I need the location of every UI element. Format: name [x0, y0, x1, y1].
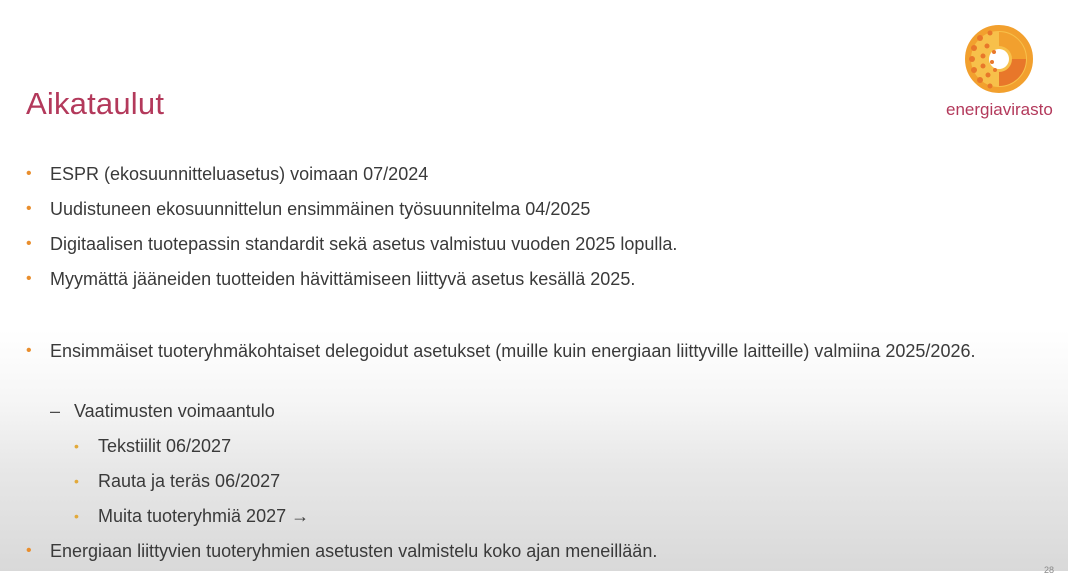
list-item-text: ESPR (ekosuunnitteluasetus) voimaan 07/2024: [50, 164, 429, 184]
bullet-marker: •: [26, 342, 32, 359]
list-item-text: Tekstiilit 06/2027: [98, 436, 232, 456]
sun-logo-icon: [964, 24, 1034, 94]
bullet-marker: •: [74, 438, 79, 454]
energiavirasto-logo: [940, 24, 1064, 124]
bullet-marker: •: [26, 542, 32, 559]
list-item-text: Uudistuneen ekosuunnittelun ensimmäinen työsuunnitelma 04/2025: [50, 199, 591, 219]
bullet-marker: •: [26, 270, 32, 287]
list-item-text: Digitaalisen tuotepassin standardit sekä asetus valmistuu vuoden 2025 lopulla.: [50, 234, 678, 254]
bullet-marker: •: [26, 200, 32, 217]
slide-title: Aikataulut: [26, 86, 165, 121]
list-item-text: Vaatimusten voimaantulo: [74, 401, 275, 421]
list-item-text: Muita tuoteryhmiä 2027 →: [98, 506, 310, 526]
list-item-text: Energiaan liittyvien tuoteryhmien asetusten valmistelu koko ajan meneillään.: [50, 541, 658, 561]
list-item-text: Ensimmäiset tuoteryhmäkohtaiset delegoidut asetukset (muille kuin energiaan liittyville laitteille) valmiina 2025/2026.: [50, 341, 976, 361]
logo-wordmark: energiavirasto: [946, 100, 1053, 119]
page-number: 28: [1043, 565, 1054, 575]
dash-marker: –: [50, 401, 61, 421]
list-item-text: Myymättä jääneiden tuotteiden hävittämiseen liittyvä asetus kesällä 2025.: [50, 269, 636, 289]
list-item-text: Rauta ja teräs 06/2027: [98, 471, 281, 491]
bullet-marker: •: [26, 165, 32, 182]
bullet-marker: •: [26, 235, 32, 252]
bullet-marker: •: [74, 508, 79, 524]
bullet-marker: •: [74, 473, 79, 489]
